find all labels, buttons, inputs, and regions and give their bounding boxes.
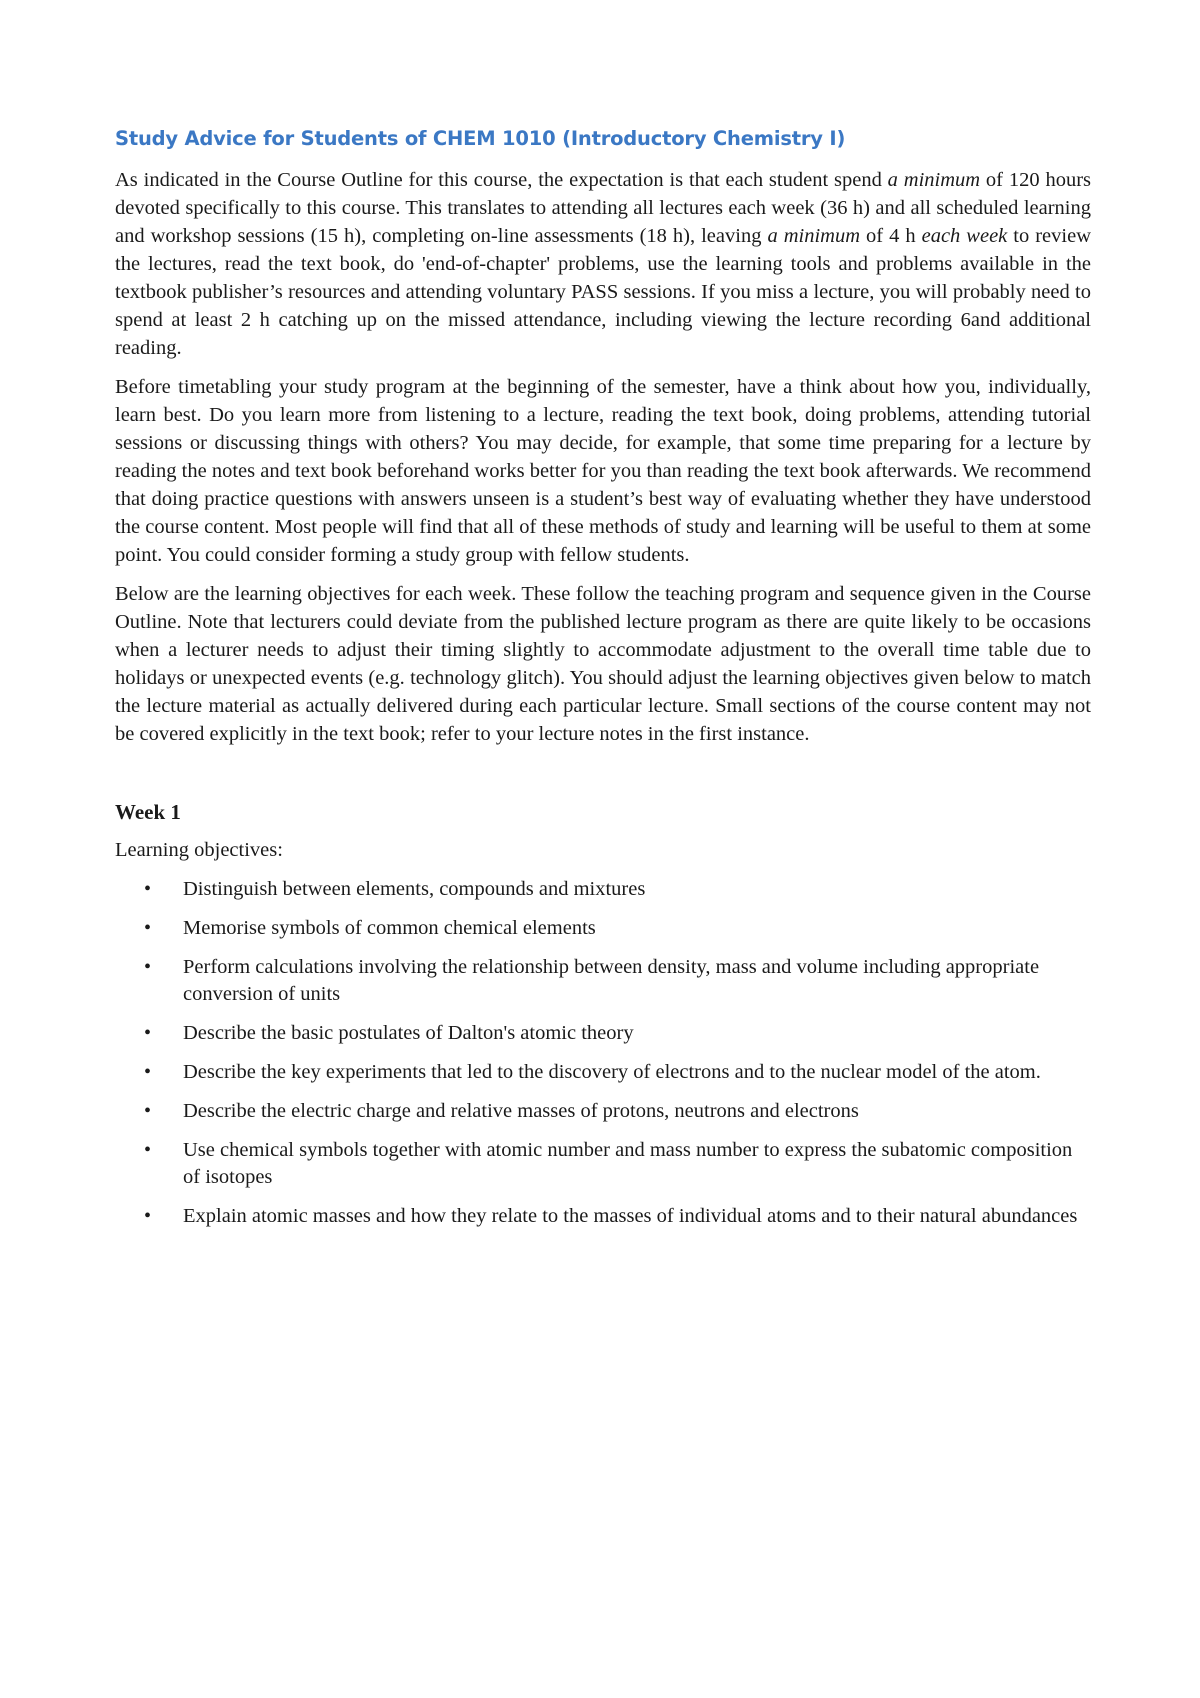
bullet-icon: • — [144, 878, 152, 900]
objective-item — [115, 1020, 1091, 1047]
objective-text: Describe the basic postulates of Dalton's atomic theory — [183, 1022, 634, 1044]
objective-item — [115, 1098, 1091, 1125]
bullet-icon: • — [144, 1100, 152, 1122]
intro-text-2: of 120 hours devoted specifically to this course. This translates to attending all lectures each week (36 h) and all scheduled learning and workshop sessions (15 h), completing on-line assessments (18 h), leaving — [115, 169, 1091, 247]
objective-item — [115, 915, 1091, 942]
bullet-icon: • — [144, 1205, 152, 1227]
intro-emphasis-3: each week — [921, 225, 1008, 247]
objective-item — [115, 1137, 1091, 1191]
bullet-icon: • — [144, 956, 152, 978]
learning-objectives-label: Learning objectives: — [115, 839, 283, 861]
objective-text: Perform calculations involving the relationship between density, mass and volume including appropriate conversion of units — [183, 956, 1040, 1005]
objective-text: Memorise symbols of common chemical elements — [183, 917, 596, 939]
week-1-heading: Week 1 — [115, 800, 181, 824]
intro-text-4: to review the lectures, read the text book, do 'end-of-chapter' problems, use the learning tools and problems available in the textbook publisher’s resources and attending voluntary PASS sessions. If you miss a lecture, you will probably need to spend at least 2 h catching up on the missed attendance, including viewing the lecture recording 6and additional reading. — [115, 225, 1092, 359]
objective-text: Describe the electric charge and relative masses of protons, neutrons and electrons — [183, 1100, 859, 1122]
bullet-icon: • — [144, 1139, 152, 1161]
intro-text-1: As indicated in the Course Outline for this course, the expectation is that each student spend — [115, 169, 888, 191]
objectives-intro-paragraph: Below are the learning objectives for each week. These follow the teaching program and sequence given in the Course Outline. Note that lecturers could deviate from the published lecture program as there are quite likely to be occasions when a lecturer needs to adjust their timing slightly to accommodate adjustment to the overall time table due to holidays or unexpected events (e.g. technology glitch). You should adjust the learning objectives given below to match the lecture material as actually delivered during each particular lecture. Small sections of the course content may not be covered explicitly in the text book; refer to your lecture notes in the first instance. — [115, 583, 1091, 745]
bullet-icon: • — [144, 1061, 152, 1083]
objective-text: Use chemical symbols together with atomic number and mass number to express the subatomic composition of isotopes — [183, 1139, 1073, 1188]
intro-emphasis-2: a minimum — [767, 225, 861, 247]
intro-emphasis-1: a minimum — [887, 169, 981, 191]
intro-paragraph — [115, 166, 1091, 362]
week-1-objectives-list — [115, 876, 1091, 1230]
bullet-icon: • — [144, 917, 152, 939]
intro-text-3: of 4 h — [860, 225, 922, 247]
objective-text: Distinguish between elements, compounds and mixtures — [183, 878, 646, 900]
document-content — [115, 126, 1091, 1242]
bullet-icon: • — [144, 1022, 152, 1044]
objective-item — [115, 1059, 1091, 1086]
study-approach-paragraph: Before timetabling your study program at the beginning of the semester, have a think about how you, individually, learn best. Do you learn more from listening to a lecture, reading the text book, doing problems, attending tutorial sessions or discussing things with others? You may decide, for example, that some time preparing for a lecture by reading the notes and text book beforehand works better for you than reading the text book afterwards. We recommend that doing practice questions with answers unseen is a student’s best way of evaluating whether they have understood the course content. Most people will find that all of these methods of study and learning will be useful to them at some point. You could consider forming a study group with fellow students. — [115, 376, 1091, 566]
document-title: Study Advice for Students of CHEM 1010 (Introductory Chemistry I) — [115, 127, 846, 150]
objective-text: Describe the key experiments that led to the discovery of electrons and to the nuclear model of the atom. — [183, 1061, 1041, 1083]
objective-item — [115, 954, 1091, 1008]
objective-item — [115, 876, 1091, 903]
objective-item — [115, 1203, 1091, 1230]
objective-text: Explain atomic masses and how they relate to the masses of individual atoms and to their natural abundances — [183, 1205, 1078, 1227]
